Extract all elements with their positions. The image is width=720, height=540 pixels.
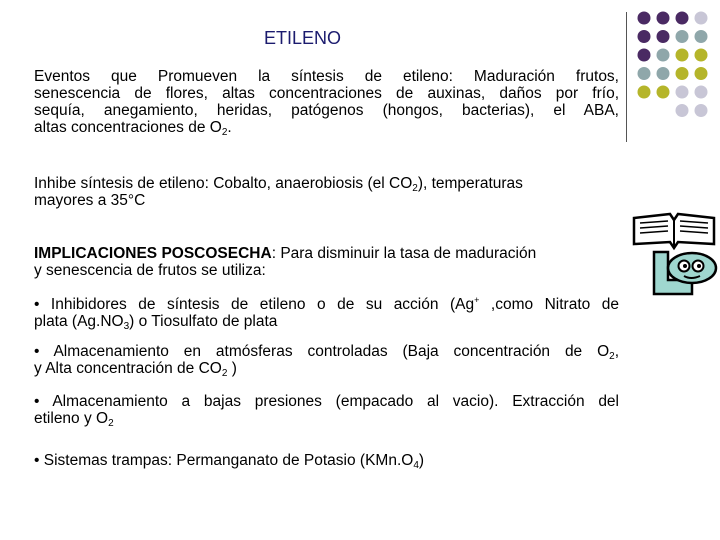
decor-dot [695,67,708,80]
paragraph-ethylene-events: Eventos que Promueven la síntesis de etileno: Maduración frutos, senescencia de flores, altas concentraciones de auxinas, daños por frío, sequía, anegamiento, heridas, patógenos (hongos, bacterias), el ABA, altas concentraciones de $O_2$. [34,68,619,138]
decor-dot [676,49,689,62]
decor-dot [695,12,708,25]
decor-dot [657,12,670,25]
bullet-trap-systems: • Sistemas trampas: Permanganato de Potasio $(KMn.O_4)$ [34,452,425,471]
decor-dot [676,86,689,99]
decor-dot [676,12,689,25]
decor-dot [676,67,689,80]
decor-dot [676,30,689,43]
decor-dot [638,49,651,62]
decor-dot [657,49,670,62]
decor-dot [695,104,708,117]
decor-dot [638,30,651,43]
decor-dot [638,12,651,25]
decor-dot [695,30,708,43]
reading-person-icon [628,210,720,300]
divider-line [626,12,627,142]
bullet-inhibitors: • Inhibidores de síntesis de etileno o de su acción (Ag+ ,como Nitrato de plata $(Ag.NO_3)$ o Tiosulfato de plata [34,295,619,332]
paragraph-postharvest-implications: IMPLICACIONES POSCOSECHA: Para disminuir la tasa de maduración y senescencia de frutos se utiliza: [34,245,537,279]
decor-dot [676,104,689,117]
slide-title: ETILENO [264,28,342,48]
decor-dot [638,67,651,80]
decor-dot [638,86,651,99]
paragraph-ethylene-inhibitors: Inhibe síntesis de etileno: Cobalto, anaerobiosis (el $CO_2$), temperaturas mayores a 35°C [34,175,523,209]
decor-dot [695,49,708,62]
decor-dot [657,86,670,99]
decor-dot [657,30,670,43]
color-dot-grid [636,10,720,120]
decor-dot [695,86,708,99]
decor-dot [657,67,670,80]
bullet-controlled-atmosphere: • Almacenamiento en atmósferas controladas (Baja concentración de $O_2$, y Alta concentración de $CO_2$ ) [34,343,619,379]
bullet-low-pressure-storage: • Almacenamiento a bajas presiones (empacado al vacio). Extracción del etileno y $O_2$ [34,393,619,429]
